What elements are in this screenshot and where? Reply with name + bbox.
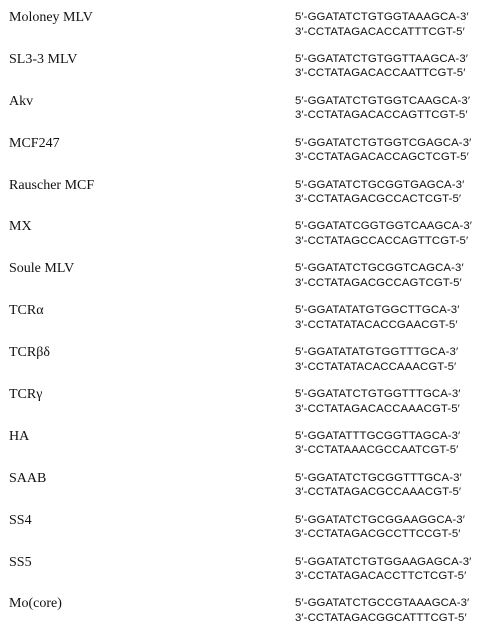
virus-name: MCF247 xyxy=(9,135,60,151)
table-row xyxy=(0,132,499,174)
virus-name: Rauscher MCF xyxy=(9,177,95,193)
sequence-top-strand: 5′-GGATATCTGTGGTTAAGCA-3′ xyxy=(295,52,468,65)
sequence-pair xyxy=(295,555,471,584)
table-row xyxy=(0,90,499,132)
sequence-bottom-strand: 3′-CCTATAGCCACCAGTTCGT-5′ xyxy=(295,234,469,247)
sequence-top-strand: 5′-GGATATCTGCGGTGAGCA-3′ xyxy=(295,178,465,191)
sequence-bottom-strand: 3′-CCTATAGACACCAAACGT-5′ xyxy=(295,402,460,415)
sequence-top-strand: 5′-GGATATATGTGGTTTGCA-3′ xyxy=(295,346,459,359)
sequence-pair xyxy=(295,261,464,290)
sequence-bottom-strand: 3′-CCTATAAACGCCAATCGT-5′ xyxy=(295,444,459,457)
virus-name: Soule MLV xyxy=(9,261,75,277)
sequence-bottom-strand: 3′-CCTATAGACACCTTCTCGT-5′ xyxy=(295,570,467,583)
sequence-top-strand: 5′-GGATATCTGCGGAAGGCA-3′ xyxy=(295,513,465,526)
sequence-pair xyxy=(295,219,472,248)
sequence-pair xyxy=(295,596,469,625)
sequence-top-strand: 5′-GGATATATGTGGCTTGCA-3′ xyxy=(295,304,460,317)
sequence-top-strand: 5′-GGATATCTGCCGTAAAGCA-3′ xyxy=(295,597,470,610)
sequence-top-strand: 5′-GGATATCTGTGGTTTGCA-3′ xyxy=(295,388,461,401)
virus-name: SAAB xyxy=(9,470,47,486)
sequence-bottom-strand: 3′-CCTATAGACACCAGTTCGT-5′ xyxy=(295,109,468,122)
sequence-bottom-strand: 3′-CCTATAGACGCCAGTCGT-5′ xyxy=(295,276,462,289)
sequence-top-strand: 5′-GGATATCTGTGGAAGAGCA-3′ xyxy=(295,555,472,568)
sequence-pair xyxy=(295,345,458,374)
sequence-pair xyxy=(295,513,465,542)
virus-name: Mo(core) xyxy=(9,596,62,612)
virus-name: TCRα xyxy=(9,303,44,319)
virus-name: TCRβδ xyxy=(9,345,50,361)
sequence-bottom-strand: 3′-CCTATATACACCAAACGT-5′ xyxy=(295,360,457,373)
sequence-bottom-strand: 3′-CCTATATACACCGAACGT-5′ xyxy=(295,318,458,331)
virus-name: SS5 xyxy=(9,554,32,570)
table-row xyxy=(0,383,499,425)
sequence-pair xyxy=(295,429,460,458)
table-row xyxy=(0,6,499,48)
virus-name: HA xyxy=(9,428,30,444)
sequence-top-strand: 5′-GGATATCTGCGGTTTGCA-3′ xyxy=(295,471,462,484)
virus-name: MX xyxy=(9,219,32,235)
sequence-bottom-strand: 3′-CCTATAGACACCAATTCGT-5′ xyxy=(295,67,466,80)
table-row xyxy=(0,257,499,299)
sequence-pair xyxy=(295,94,470,123)
sequence-bottom-strand: 3′-CCTATAGACGGCATTTCGT-5′ xyxy=(295,611,467,624)
virus-name: TCRγ xyxy=(9,387,43,403)
table-row xyxy=(0,48,499,90)
table-row xyxy=(0,341,499,383)
table-row xyxy=(0,509,499,551)
virus-name: SS4 xyxy=(9,512,32,528)
sequence-pair xyxy=(295,10,469,39)
table-row xyxy=(0,551,499,593)
virus-name: Akv xyxy=(9,93,34,109)
sequence-pair xyxy=(295,136,471,165)
sequence-pair xyxy=(295,178,464,207)
sequence-table xyxy=(0,6,499,634)
sequence-top-strand: 5′-GGATATCTGTGGTAAAGCA-3′ xyxy=(295,11,469,23)
sequence-top-strand: 5′-GGATATCTGTGGTCGAGCA-3′ xyxy=(295,136,472,149)
table-row xyxy=(0,467,499,509)
table-row xyxy=(0,174,499,216)
sequence-pair xyxy=(295,303,459,332)
table-row xyxy=(0,299,499,341)
sequence-bottom-strand: 3′-CCTATAGACGCCAAACGT-5′ xyxy=(295,486,462,499)
sequence-top-strand: 5′-GGATATCGGTGGTCAAGCA-3′ xyxy=(295,220,473,233)
sequence-bottom-strand: 3′-CCTATAGACACCAGCTCGT-5′ xyxy=(295,151,469,164)
table-row xyxy=(0,425,499,467)
sequence-bottom-strand: 3′-CCTATAGACGCCACTCGT-5′ xyxy=(295,193,462,206)
sequence-bottom-strand: 3′-CCTATAGACGCCTTCCGT-5′ xyxy=(295,528,461,541)
table-row xyxy=(0,215,499,257)
sequence-pair xyxy=(295,387,461,416)
virus-name: SL3-3 MLV xyxy=(9,51,78,67)
sequence-pair xyxy=(295,471,462,500)
virus-name: Moloney MLV xyxy=(9,10,93,25)
sequence-top-strand: 5′-GGATATCTGCGGTCAGCA-3′ xyxy=(295,262,464,275)
sequence-top-strand: 5′-GGATATTTGCGGTTAGCA-3′ xyxy=(295,429,461,442)
sequence-pair xyxy=(295,52,468,81)
sequence-top-strand: 5′-GGATATCTGTGGTCAAGCA-3′ xyxy=(295,94,471,107)
sequence-bottom-strand: 3′-CCTATAGACACCATTTCGT-5′ xyxy=(295,25,465,38)
table-row xyxy=(0,592,499,634)
